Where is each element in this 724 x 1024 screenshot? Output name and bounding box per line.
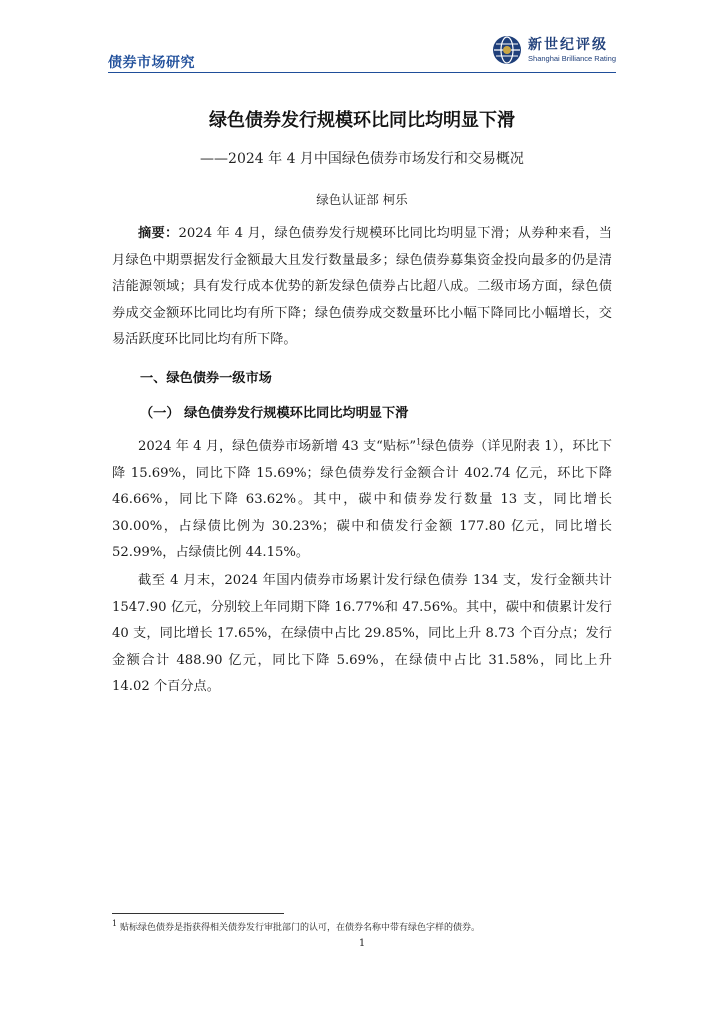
abstract-label: 摘要： <box>138 226 179 241</box>
globe-logo-icon <box>492 35 522 65</box>
abstract-paragraph <box>112 221 612 354</box>
subsection-heading-1: （一） 绿色债券发行规模环比同比均明显下滑 <box>140 406 409 421</box>
section-heading-1: 一、绿色债券一级市场 <box>140 371 272 386</box>
body-paragraph-1 <box>112 434 612 567</box>
brand-logo <box>492 30 616 70</box>
section-title: 债券市场研究 <box>108 55 195 71</box>
footnote-mark: 1 <box>112 919 118 928</box>
abstract-text: 2024 年 4 月，绿色债券发行规模环比同比均明显下滑；从券种来看，当月绿色中期票据发行金额最大且发行数量最多；绿色债券募集资金投向最多的仍是清洁能源领域；具有发行成本优势的新发绿色债券占比超八成。二级市场方面，绿色债券成交金额环比同比均有所下降；绿色债券成交数量环比小幅下降同比小幅增长，交易活跃度环比同比均有所下降。 <box>112 226 612 347</box>
page-number: 1 <box>358 938 366 949</box>
footnote <box>112 920 612 933</box>
para1-text-b: 绿色债券（详见附表 1），环比下降 15.69%，同比下降 15.69%；绿色债券发行金额合计 402.74 亿元，环比下降 46.66%，同比下降 63.62%。其中，碳中和债券发行数量 13 支，同比增长 30.00%，占绿债比例为 30.23%；碳中和债发行金额 177.80 亿元，同比增长 52.99%，占绿债比例 44.15%。 <box>112 439 612 560</box>
document-subtitle: ——2024 年 4 月中国绿色债券市场发行和交易概况 <box>200 151 524 167</box>
footnote-ref[interactable]: 1 <box>416 437 422 447</box>
body-paragraph-2: 截至 4 月末，2024 年国内债券市场累计发行绿色债券 134 支，发行金额共计 1547.90 亿元，分别较上年同期下降 16.77%和 47.56%。其中，碳中和债累计发行 40 支，同比增长 17.65%，在绿债中占比 29.85%，同比上升 8.73 个百分点；发行金额合计 488.90 亿元，同比下降 5.69%，在绿债中占比 31.58%，同比上升 14.02 个百分点。 <box>112 573 612 694</box>
document-title: 绿色债券发行规模环比同比均明显下滑 <box>209 110 515 131</box>
document-author: 绿色认证部 柯乐 <box>316 192 408 207</box>
logo-cn-text: 新世纪评级 <box>528 36 609 53</box>
footnote-divider <box>112 913 284 914</box>
footnote-text: 贴标绿色债券是指获得相关债券发行审批部门的认可，在债券名称中带有绿色字样的债券。 <box>119 923 480 933</box>
header-divider <box>108 72 616 73</box>
logo-en-text: Shanghai Brilliance Rating <box>528 53 616 63</box>
para1-text-a: 2024 年 4 月，绿色债券市场新增 43 支“贴标” <box>138 439 417 454</box>
page-header <box>108 30 616 72</box>
